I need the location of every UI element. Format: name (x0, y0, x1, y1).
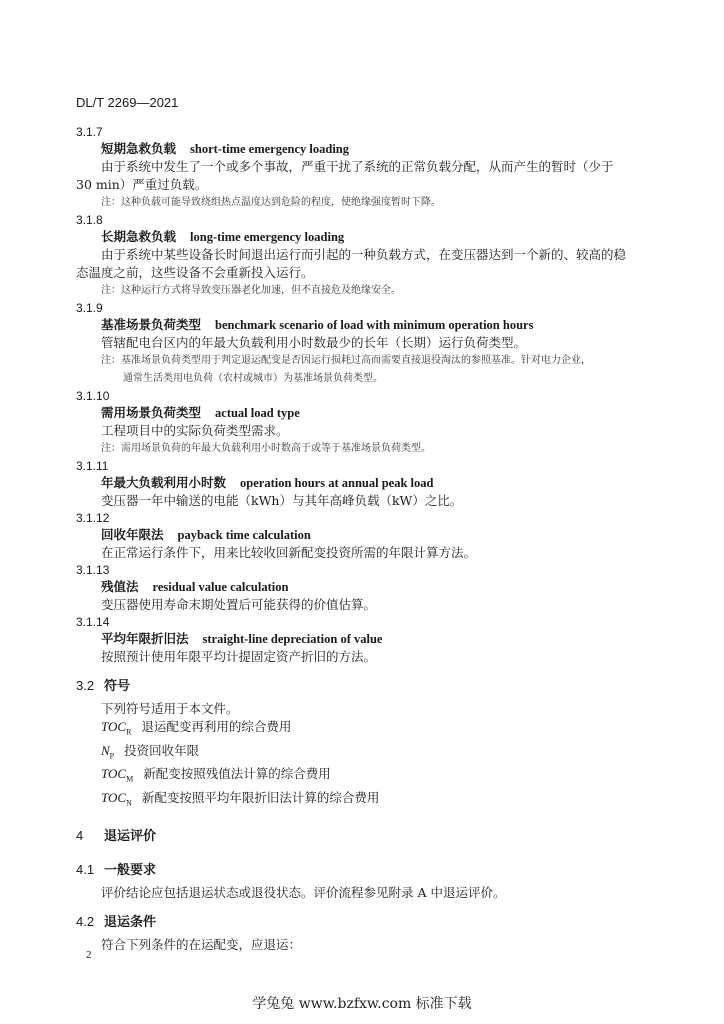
clause-number: 3.1.11 (76, 459, 109, 473)
term-english: residual value calculation (152, 580, 289, 594)
term-chinese: 短期急救负载 (101, 141, 177, 156)
term-chinese: 基准场景负荷类型 (101, 317, 202, 332)
term-heading (101, 526, 656, 544)
symbol-row: $TOC_N$ 新配变按照平均年限折旧法计算的综合费用 (101, 789, 380, 807)
term-entry (76, 212, 656, 300)
clause-number: 3.1.10 (76, 389, 110, 403)
term-entry (76, 300, 656, 388)
symbol-row: $N_P$ 投资回收年限 (101, 742, 200, 760)
term-definition-cont: 30 min）严重过负载。 (76, 177, 208, 192)
term-definition: 由于系统中发生了一个或多个事故，严重干扰了系统的正常负载分配，从而产生的暂时（少于 (101, 159, 614, 174)
term-chinese: 回收年限法 (101, 527, 164, 542)
section-4-2-text: 符合下列条件的在运配变，应退运： (101, 937, 302, 952)
term-chinese: 残值法 (101, 579, 139, 594)
term-definition: 由于系统中某些设备长时间退出运行而引起的一种负载方式，在变压器达到一个新的、较高的稳 (101, 247, 627, 262)
term-heading (101, 474, 656, 492)
term-heading (101, 578, 656, 596)
term-note-cont: 通常生活类用电负荷（农村或城市）为基准场景负荷类型。 (123, 373, 383, 384)
page-content (76, 124, 656, 954)
term-definition: 在正常运行条件下，用来比较收回新配变投资所需的年限计算方法。 (101, 545, 477, 560)
term-definition: 变压器一年中输送的电能（kWh）与其年高峰负载（kW）之比。 (101, 493, 463, 508)
term-entry (76, 510, 656, 562)
clause-number: 3.1.9 (76, 301, 103, 315)
term-definition: 管辖配电台区内的年最大负载利用小时数最少的长年（长期）运行负荷类型。 (101, 335, 527, 350)
term-english: short-time emergency loading (190, 142, 350, 156)
section-heading-4-2: 4.2 退运条件 (76, 914, 157, 929)
clause-number: 3.1.7 (76, 125, 103, 139)
clause-number: 3.1.12 (76, 511, 110, 525)
term-note: 注：这种运行方式将导致变压器老化加速，但不直接危及绝缘安全。 (101, 285, 401, 296)
term-note: 注：基准场景负荷类型用于判定退运配变是否因运行损耗过高而需要直接退役淘汰的参照基准。针对电力企业， (101, 355, 591, 366)
term-note: 注：这种负载可能导致绕组热点温度达到危险的程度，使绝缘强度暂时下降。 (101, 197, 441, 208)
term-definition-cont: 态温度之前，这些设备不会重新投入运行。 (76, 265, 314, 280)
term-heading (101, 316, 656, 334)
symbols-intro: 下列符号适用于本文件。 (101, 701, 239, 716)
term-entry (76, 562, 656, 614)
term-chinese: 平均年限折旧法 (101, 631, 189, 646)
term-chinese: 年最大负载利用小时数 (101, 475, 227, 490)
term-entry (76, 388, 656, 458)
term-english: payback time calculation (177, 528, 311, 542)
term-note: 注：需用场景负荷的年最大负载利用小时数高于或等于基准场景负荷类型。 (101, 443, 431, 454)
clause-number: 3.1.14 (76, 615, 110, 629)
term-english: long-time emergency loading (190, 230, 345, 244)
clause-number: 3.1.8 (76, 213, 103, 227)
term-definition: 按照预计使用年限平均计提固定资产折旧的方法。 (101, 649, 377, 664)
footer-watermark: 学兔兔 www.bzfxw.com 标准下载 (252, 996, 472, 1012)
section-heading-4-1: 4.1 一般要求 (76, 862, 157, 877)
term-entry (76, 124, 656, 212)
term-english: operation hours at annual peak load (240, 476, 434, 490)
term-english: straight-line depreciation of value (202, 632, 383, 646)
section-4-1-text: 评价结论应包括退运状态或退役状态。评价流程参见附录 A 中退运评价。 (101, 885, 506, 900)
term-heading (101, 140, 656, 158)
term-definition: 变压器使用寿命末期处置后可能获得的价值估算。 (101, 597, 377, 612)
standard-code: DL/T 2269—2021 (76, 95, 179, 110)
term-chinese: 需用场景负荷类型 (101, 405, 202, 420)
page-number: 2 (86, 949, 92, 961)
term-entry (76, 614, 656, 666)
clause-number: 3.1.13 (76, 563, 110, 577)
term-definition: 工程项目中的实际负荷类型需求。 (101, 423, 289, 438)
section-heading-symbols: 3.2 符号 (76, 678, 131, 693)
symbol-row: $TOC_M$ 新配变按照残值法计算的综合费用 (101, 766, 331, 784)
term-heading (101, 228, 656, 246)
section-heading-4: 4 退运评价 (76, 828, 157, 843)
term-heading (101, 404, 656, 422)
term-entry (76, 458, 656, 510)
term-chinese: 长期急救负载 (101, 229, 177, 244)
term-english: benchmark scenario of load with minimum operation hours (215, 318, 534, 332)
term-heading (101, 630, 656, 648)
symbol-row: $TOC_R$ 退运配变再利用的综合费用 (101, 719, 292, 737)
term-english: actual load type (215, 406, 300, 420)
